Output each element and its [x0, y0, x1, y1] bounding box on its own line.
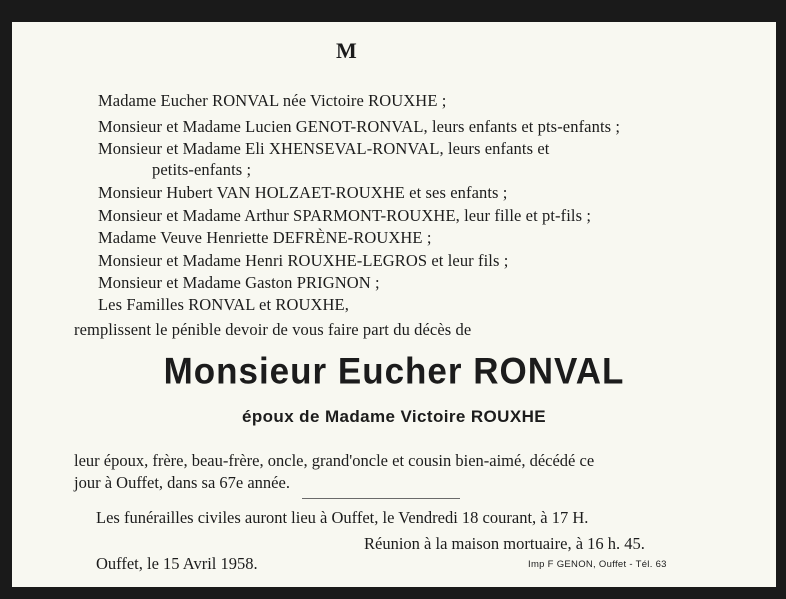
relation-line: leur époux, frère, beau-frère, oncle, grand'oncle et cousin bien-aimé, décédé ce — [74, 451, 595, 470]
printer-credit: Imp F GENON, Ouffet - Tél. 63 — [528, 559, 667, 570]
funeral-line: Les funérailles civiles auront lieu à Ouffet, le Vendredi 18 courant, à 17 H. — [96, 508, 589, 527]
mourner-line: Monsieur Hubert VAN HOLZAET-ROUXHE et ses enfants ; — [98, 183, 508, 202]
mourner-line: Madame Veuve Henriette DEFRÈNE-ROUXHE ; — [98, 228, 432, 247]
mourner-line: Madame Eucher RONVAL née Victoire ROUXHE ; — [98, 91, 447, 110]
mourner-line: Monsieur et Madame Lucien GENOT-RONVAL, leurs enfants et pts-enfants ; — [98, 117, 621, 136]
mourner-line: Monsieur et Madame Arthur SPARMONT-ROUXHE, leur fille et pt-fils ; — [98, 206, 592, 225]
meeting-line: Réunion à la maison mortuaire, à 16 h. 45. — [364, 534, 645, 553]
divider — [302, 498, 460, 499]
death-notice-card — [12, 22, 776, 587]
decorative-initial: M — [336, 38, 357, 63]
deceased-name: Monsieur Eucher RONVAL — [163, 351, 625, 392]
mourner-line: Les Familles RONVAL et ROUXHE, — [98, 295, 349, 314]
relation-line: jour à Ouffet, dans sa 67e année. — [74, 473, 290, 492]
mourner-line: Monsieur et Madame Eli XHENSEVAL-RONVAL, leurs enfants et — [98, 139, 550, 158]
mourner-line: Monsieur et Madame Henri ROUXHE-LEGROS et leur fils ; — [98, 251, 509, 270]
mourner-line: Monsieur et Madame Gaston PRIGNON ; — [98, 273, 380, 292]
announcement-text: remplissent le pénible devoir de vous faire part du décès de — [74, 320, 472, 339]
spouse-line: époux de Madame Victoire ROUXHE — [242, 407, 546, 426]
place-date: Ouffet, le 15 Avril 1958. — [96, 554, 258, 573]
mourner-line: petits-enfants ; — [152, 160, 252, 179]
